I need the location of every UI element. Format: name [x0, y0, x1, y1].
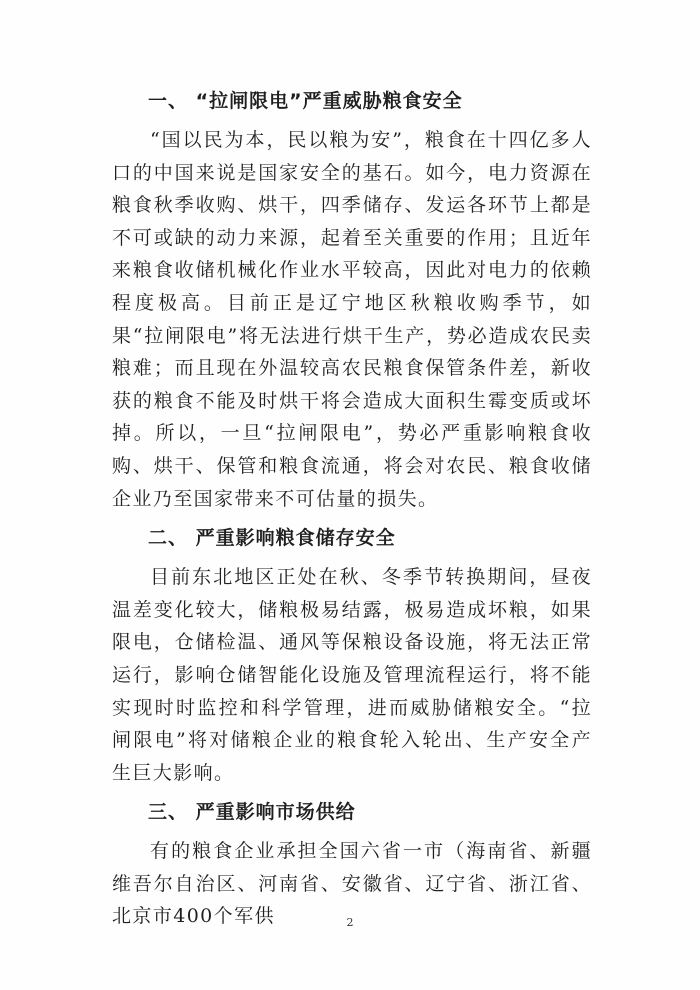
section-paragraph: “国以民为本，民以粮为安”，粮食在十四亿多人口的中国来说是国家安全的基石。如今，电力资源在粮食秋季收购、烘干，四季储存、发运各环节上都是不可或缺的动力来源，起着至关重要的作用；且近年来粮食收储机械化作业水平较高，因此对电力的依赖程度极高。目前正是辽宁地区秋粮收购季节，如果“拉闸限电”将无法进行烘干生产，势必造成农民卖粮难；而且现在外温较高农民粮食保管条件差，新收获的粮食不能及时烘干将会造成大面积生霉变质或坏掉。所以，一旦“拉闸限电”，势必严重影响粮食收购、烘干、保管和粮食流通，将会对农民、粮食收储企业乃至国家带来不可估量的损失。	[112, 129, 592, 510]
section-paragraph: 目前东北地区正处在秋、冬季节转换期间，昼夜温差变化较大，储粮极易结露，极易造成坏粮，如果限电，仓储检温、通风等保粮设备设施，将无法正常运行，影响仓储智能化设施及管理流程运行，将不能实现时时监控和科学管理，进而威胁储粮安全。“拉闸限电”将对储粮企业的粮食轮入轮出、生产安全产生巨大影响。	[112, 566, 592, 784]
section-heading: 三、 严重影响市场供给	[148, 801, 356, 824]
section-2	[112, 523, 592, 789]
section-heading: 二、 严重影响粮食储存安全	[148, 527, 396, 550]
page-number: 2	[346, 916, 354, 929]
document-body	[112, 86, 592, 941]
section-paragraph: 有的粮食企业承担全国六省一市（海南省、新疆维吾尔自治区、河南省、安徽省、辽宁省、浙江省、北京市400个军供	[112, 840, 592, 928]
section-1	[112, 86, 592, 515]
section-heading: 一、 “拉闸限电”严重威胁粮食安全	[148, 90, 463, 112]
section-3	[112, 797, 592, 933]
